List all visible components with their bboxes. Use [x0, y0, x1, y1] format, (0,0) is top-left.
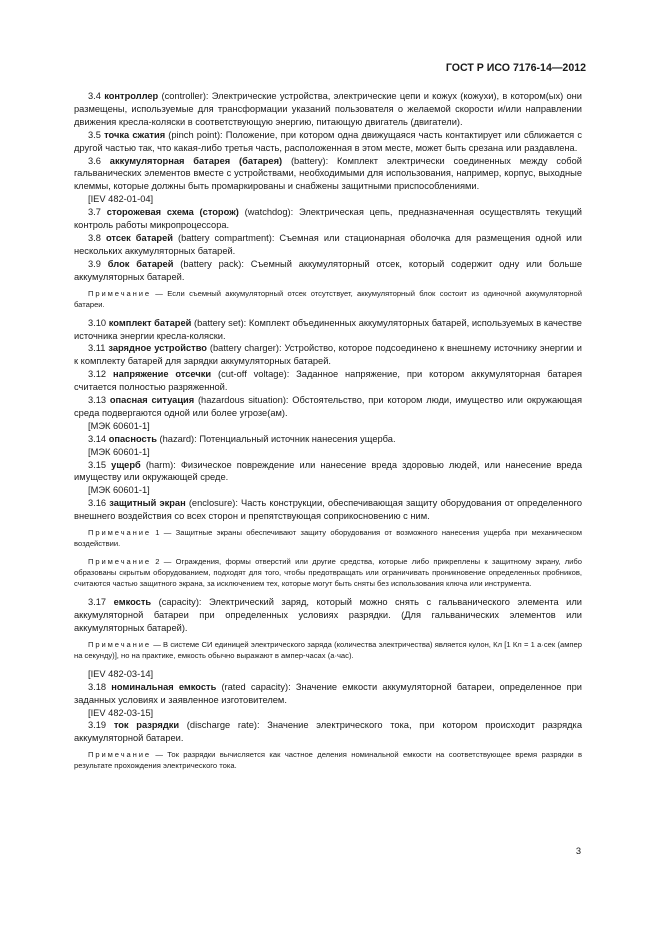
- document-body: [74, 90, 582, 778]
- term-name: аккумуляторная батарея (батарея): [109, 155, 283, 166]
- term-name: комплект батарей: [108, 317, 192, 328]
- term-name: точка сжатия: [104, 129, 166, 140]
- term-definition: [74, 368, 582, 394]
- note-text: — Если съемный аккумуляторный отсек отсутствует, аккумуляторный блок состоит из одиночной аккумуляторной батареи.: [74, 288, 582, 309]
- note-text: 2 — Ограждения, формы отверстий или другие средства, которые либо прикреплены к защитному экрану, либо образованы скрытым оборудованием, подходят для того, чтобы предотвращать или ограничивать проникновение определенных пробников, считаются частью защитного экрана, за исключением тех, которые могут быть сняты без использования ключа или инструмента.: [74, 557, 582, 589]
- term-number: 3.9: [88, 258, 101, 269]
- term-number: 3.19: [88, 720, 107, 731]
- term-number: 3.17: [88, 597, 107, 608]
- term-name: ущерб: [111, 459, 141, 470]
- term-name: ток разрядки: [113, 720, 180, 731]
- note: [74, 527, 582, 549]
- term-name: опасность: [108, 433, 157, 444]
- note-text: — В системе СИ единицей электрического заряда (количества электричества) является кулон, Кл [1 Кл = 1 а·сек (ампер на секунду)], но на практике, емкость обычно выражают в ампер-часах (а·час).: [74, 639, 582, 660]
- term-definition-text: (battery pack): Съемный аккумуляторный отсек, который содержит одну или больше аккумуляторных батарей.: [74, 258, 582, 282]
- term-name: зарядное устройство: [108, 343, 207, 354]
- term-name: сторожевая схема (сторож): [106, 207, 239, 218]
- page-number: 3: [575, 846, 581, 856]
- term-definition-text: (hazardous situation): Обстоятельство, при котором люди, имущество или окружающая среда подвергаются одной или более угрозе(ам).: [74, 395, 582, 418]
- term-definition-text: (enclosure): Часть конструкции, обеспечивающая защиту оборудования от определенного внешнего воздействия со всех сторон и препятствующая соприкосновению с ним.: [74, 498, 582, 522]
- term-name: емкость: [113, 597, 152, 608]
- term-definition-text: (battery charger): Устройство, которое подсоединено к внешнему источнику энергии и к комплекту батарей для зарядки аккумуляторных батарей.: [74, 343, 582, 367]
- note: [74, 639, 582, 661]
- term-definition-text: (pinch point): Положение, при котором одна движущаяся часть контактирует или сближается с другой частью так, что какая-либо третья часть, расположенная в этом месте, может быть срезана или раздавлена.: [74, 129, 582, 153]
- term-definition-text: (rated capacity): Значение емкости аккумуляторной батареи, определенное при заданных условиях и заявленное изготовителем.: [74, 681, 582, 705]
- reference-citation: [IEV 482-01-04]: [88, 194, 154, 205]
- term-definition: [74, 719, 582, 745]
- term-definition-text: (watchdog): Электрическая цепь, предназначенная осуществлять текущий контроль работы микропроцессора.: [74, 207, 582, 231]
- note: [74, 288, 582, 310]
- term-definition-text: (battery): Комплект электрически соединенных между собой гальванических элементов вместе с устройствами, необходимыми для использования, например, корпус, выходные клеммы, которые должны быть промаркированы и снабжены защитными приспособлениями.: [74, 155, 582, 192]
- term-number: 3.14: [88, 433, 107, 444]
- reference-citation: [IEV 482-03-14]: [88, 668, 154, 679]
- term-number: 3.4: [88, 91, 101, 101]
- term-name: контроллер: [104, 91, 159, 101]
- term-definition: [74, 129, 582, 155]
- reference-citation: [IEV 482-03-15]: [88, 707, 154, 718]
- term-number: 3.13: [88, 395, 107, 406]
- term-definition: [74, 394, 582, 420]
- term-number: 3.5: [88, 129, 101, 140]
- term-definition: [74, 90, 582, 129]
- standard-header: ГОСТ Р ИСО 7176-14—2012: [445, 62, 586, 74]
- term-name: опасная ситуация: [109, 395, 195, 406]
- term-definition-text: (hazard): Потенциальный источник нанесения ущерба.: [156, 433, 396, 444]
- note-text: 1 — Защитные экраны обеспечивают защиту оборудования от возможного нанесения ущерба при механическом воздействии.: [74, 528, 582, 549]
- term-name: защитный экран: [109, 498, 186, 509]
- term-definition: [74, 258, 582, 284]
- term-number: 3.12: [88, 369, 107, 380]
- term-definition: [74, 317, 582, 343]
- note: [74, 556, 582, 589]
- term-definition-text: (discharge rate): Значение электрического тока, при котором происходит разрядка аккумуляторной батареи.: [74, 720, 582, 744]
- term-definition-text: (controller): Электрические устройства, электрические цепи и кожух (кожухи), в котором(ых) они размещены, используемые для трансформации указаний пользователя о желаемой скорости и/или направлении движения кресла-коляски в соответствующую энергию, питающую двигатель (двигатели).: [74, 91, 582, 127]
- term-definition-text: (battery compartment): Съемная или стационарная оболочка для размещения одной или нескольких аккумуляторных батарей.: [74, 232, 582, 256]
- note: [74, 749, 582, 771]
- term-definition-text: (capacity): Электрический заряд, который можно снять с гальванического элемента или аккумуляторной батареи при определенных условиях разрядки. (Для гальванических элементов или аккумуляторных батарей).: [74, 597, 582, 633]
- term-definition: [74, 342, 582, 368]
- term-number: 3.15: [88, 459, 107, 470]
- term-definition-text: (battery set): Комплект объединенных аккумуляторных батарей, используемых в качестве источника энергии кресла-коляски.: [74, 317, 582, 341]
- term-number: 3.10: [88, 317, 107, 328]
- term-name: отсек батарей: [105, 232, 173, 243]
- term-definition: [74, 596, 582, 635]
- term-definition: [74, 206, 582, 232]
- term-definition: [74, 232, 582, 258]
- term-name: напряжение отсечки: [112, 369, 212, 380]
- term-number: 3.8: [88, 232, 101, 243]
- note-label: Примечание: [88, 288, 151, 298]
- note-label: Примечание: [88, 557, 151, 567]
- term-number: 3.16: [88, 498, 107, 509]
- term-name: номинальная емкость: [111, 681, 217, 692]
- note-label: Примечание: [88, 528, 151, 538]
- reference-citation: [МЭК 60601-1]: [88, 485, 150, 496]
- note-label: Примечание: [88, 750, 151, 760]
- reference-citation: [МЭК 60601-1]: [88, 446, 150, 457]
- reference-citation: [МЭК 60601-1]: [88, 420, 150, 431]
- note-text: — Ток разрядки вычисляется как частное деления номинальной емкости на соответствующее время разрядки в результате прохождения электрического тока.: [74, 750, 582, 771]
- term-number: 3.6: [88, 155, 101, 166]
- note-label: Примечание: [88, 639, 151, 649]
- term-name: блок батарей: [107, 258, 174, 269]
- term-definition-text: (harm): Физическое повреждение или нанесение вреда здоровью людей, или нанесение вреда имуществу или окружающей среде.: [74, 459, 582, 483]
- term-definition-text: (cut-off voltage): Заданное напряжение, при котором аккумуляторная батарея считается полностью разряженной.: [74, 369, 582, 393]
- term-number: 3.7: [88, 207, 101, 218]
- term-definition: [74, 155, 582, 194]
- term-number: 3.18: [88, 681, 107, 692]
- term-definition: [74, 433, 582, 446]
- term-definition: [74, 681, 582, 707]
- term-number: 3.11: [88, 343, 106, 354]
- term-definition: [74, 497, 582, 523]
- term-definition: [74, 459, 582, 485]
